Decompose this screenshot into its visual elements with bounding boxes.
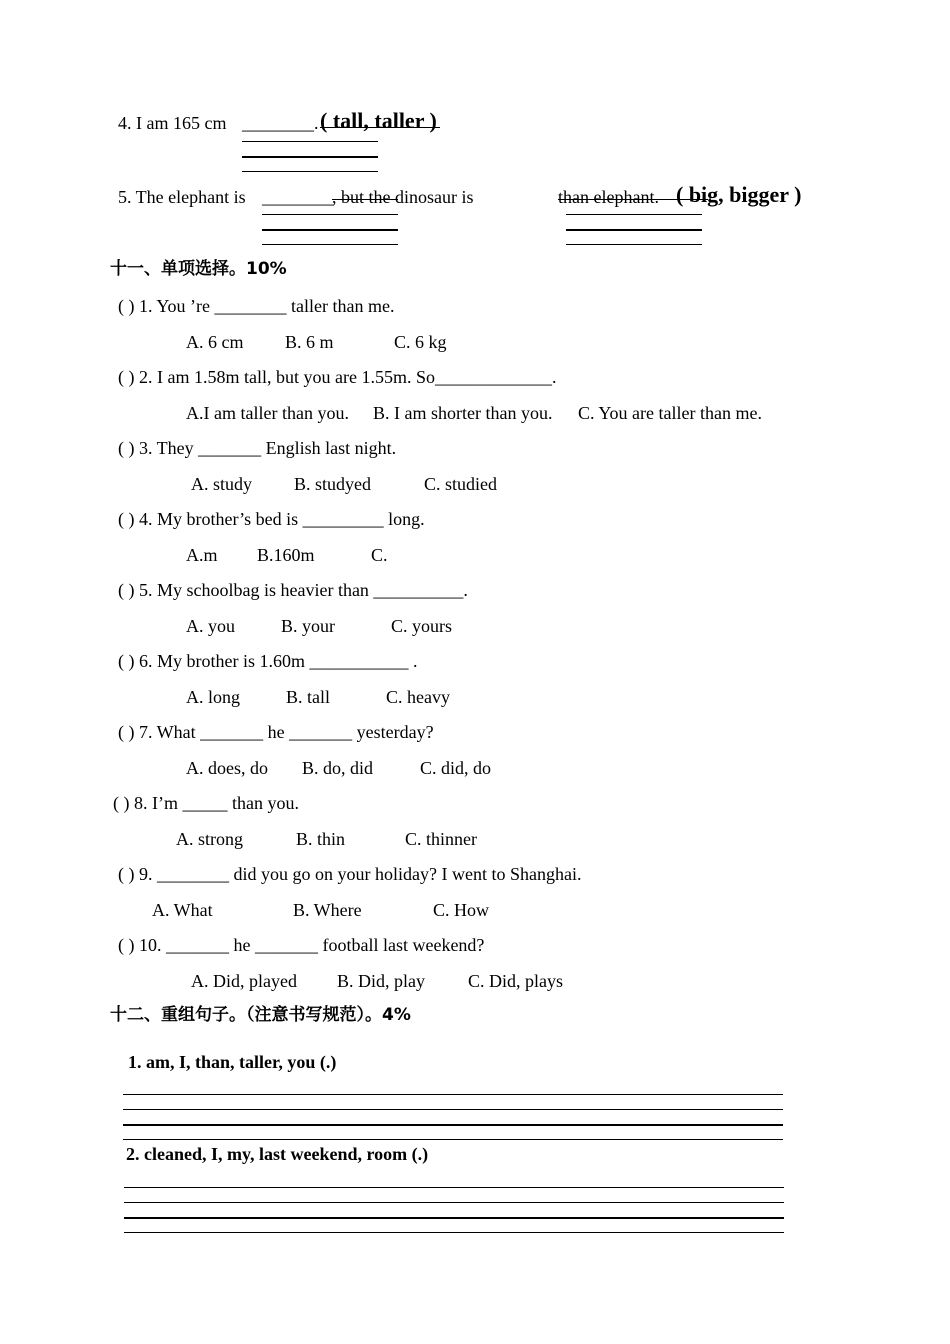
option-a: A.m (186, 545, 218, 565)
option-b: B. Did, play (337, 971, 425, 991)
writing-line (566, 244, 702, 245)
option-c: C. 6 kg (394, 332, 447, 352)
option-a: A. 6 cm (186, 332, 244, 352)
option-b: B. your (281, 616, 335, 636)
question-stem: ( ) 1. You ’re ________ taller than me. (118, 296, 395, 316)
option-c: C. studied (424, 474, 498, 494)
question-stem: ( ) 2. I am 1.58m tall, but you are 1.55m. So_____________. (118, 367, 557, 387)
option-b: B. studyed (294, 474, 372, 494)
option-a: A. study (191, 474, 253, 494)
option-c: C. You are taller than me. (578, 403, 762, 423)
option-c: C. How (433, 900, 490, 920)
question-stem: ( ) 4. My brother’s bed is _________ long. (118, 509, 425, 529)
fill-q4-options: ( tall, taller ) (320, 108, 437, 133)
option-a: A. Did, played (191, 971, 297, 991)
writing-line (242, 141, 378, 142)
fill-q4-blank: ________. (242, 113, 319, 133)
fill-q5-blank: ________ (262, 187, 334, 207)
writing-line (124, 1187, 784, 1188)
writing-line (124, 1217, 784, 1219)
writing-line (262, 244, 398, 245)
option-b: B. I am shorter than you. (373, 403, 553, 423)
writing-line (242, 171, 378, 172)
writing-line (123, 1124, 783, 1126)
option-b: B. Where (293, 900, 362, 920)
fill-q4-text: 4. I am 165 cm (118, 113, 227, 133)
option-c: C. heavy (386, 687, 450, 707)
option-b: B.160m (257, 545, 315, 565)
option-c: C. yours (391, 616, 453, 636)
option-a: A. What (152, 900, 213, 920)
writing-line (242, 156, 378, 158)
fill-q5-end: than elephant. (558, 187, 659, 207)
option-a: A. you (186, 616, 235, 636)
option-c: C. Did, plays (468, 971, 564, 991)
writing-line (124, 1232, 784, 1233)
section-title: 十二、重组句子。（注意书写规范）。4% (110, 1005, 411, 1025)
option-a: A. long (186, 687, 240, 707)
fill-q5-text: 5. The elephant is (118, 187, 246, 207)
reorder-item: 2. cleaned, I, my, last weekend, room (.) (126, 1144, 429, 1164)
writing-line (123, 1109, 783, 1110)
strike-line (558, 199, 708, 200)
option-b: B. do, did (302, 758, 374, 778)
question-stem: ( ) 8. I’m _____ than you. (113, 793, 299, 813)
strike-line (332, 199, 398, 200)
question-stem: ( ) 9. ________ did you go on your holiday? I went to Shanghai. (118, 864, 582, 884)
option-c: C. did, do (420, 758, 492, 778)
option-a: A. does, do (186, 758, 268, 778)
option-b: B. thin (296, 829, 346, 849)
writing-line (262, 229, 398, 231)
writing-line (566, 229, 702, 231)
option-a: A.I am taller than you. (186, 403, 349, 423)
question-stem: ( ) 7. What _______ he _______ yesterday? (118, 722, 434, 742)
strike-line (320, 127, 440, 128)
option-c: C. thinner (405, 829, 477, 849)
writing-line (262, 214, 398, 215)
writing-line (566, 214, 702, 215)
writing-line (123, 1094, 783, 1095)
question-stem: ( ) 5. My schoolbag is heavier than __________. (118, 580, 468, 600)
option-b: B. tall (286, 687, 330, 707)
writing-line (123, 1139, 783, 1140)
section-title: 十一、单项选择。10% (110, 259, 287, 279)
option-a: A. strong (176, 829, 243, 849)
writing-line (124, 1202, 784, 1203)
question-stem: ( ) 6. My brother is 1.60m ___________ . (118, 651, 418, 671)
question-stem: ( ) 10. _______ he _______ football last weekend? (118, 935, 485, 955)
option-c: C. (371, 545, 388, 565)
question-stem: ( ) 3. They _______ English last night. (118, 438, 397, 458)
fill-q5-options: ( big, bigger ) (676, 182, 802, 207)
fill-q5-mid: , but the dinosaur is (332, 187, 474, 207)
option-b: B. 6 m (285, 332, 334, 352)
reorder-item: 1. am, I, than, taller, you (.) (128, 1052, 337, 1072)
